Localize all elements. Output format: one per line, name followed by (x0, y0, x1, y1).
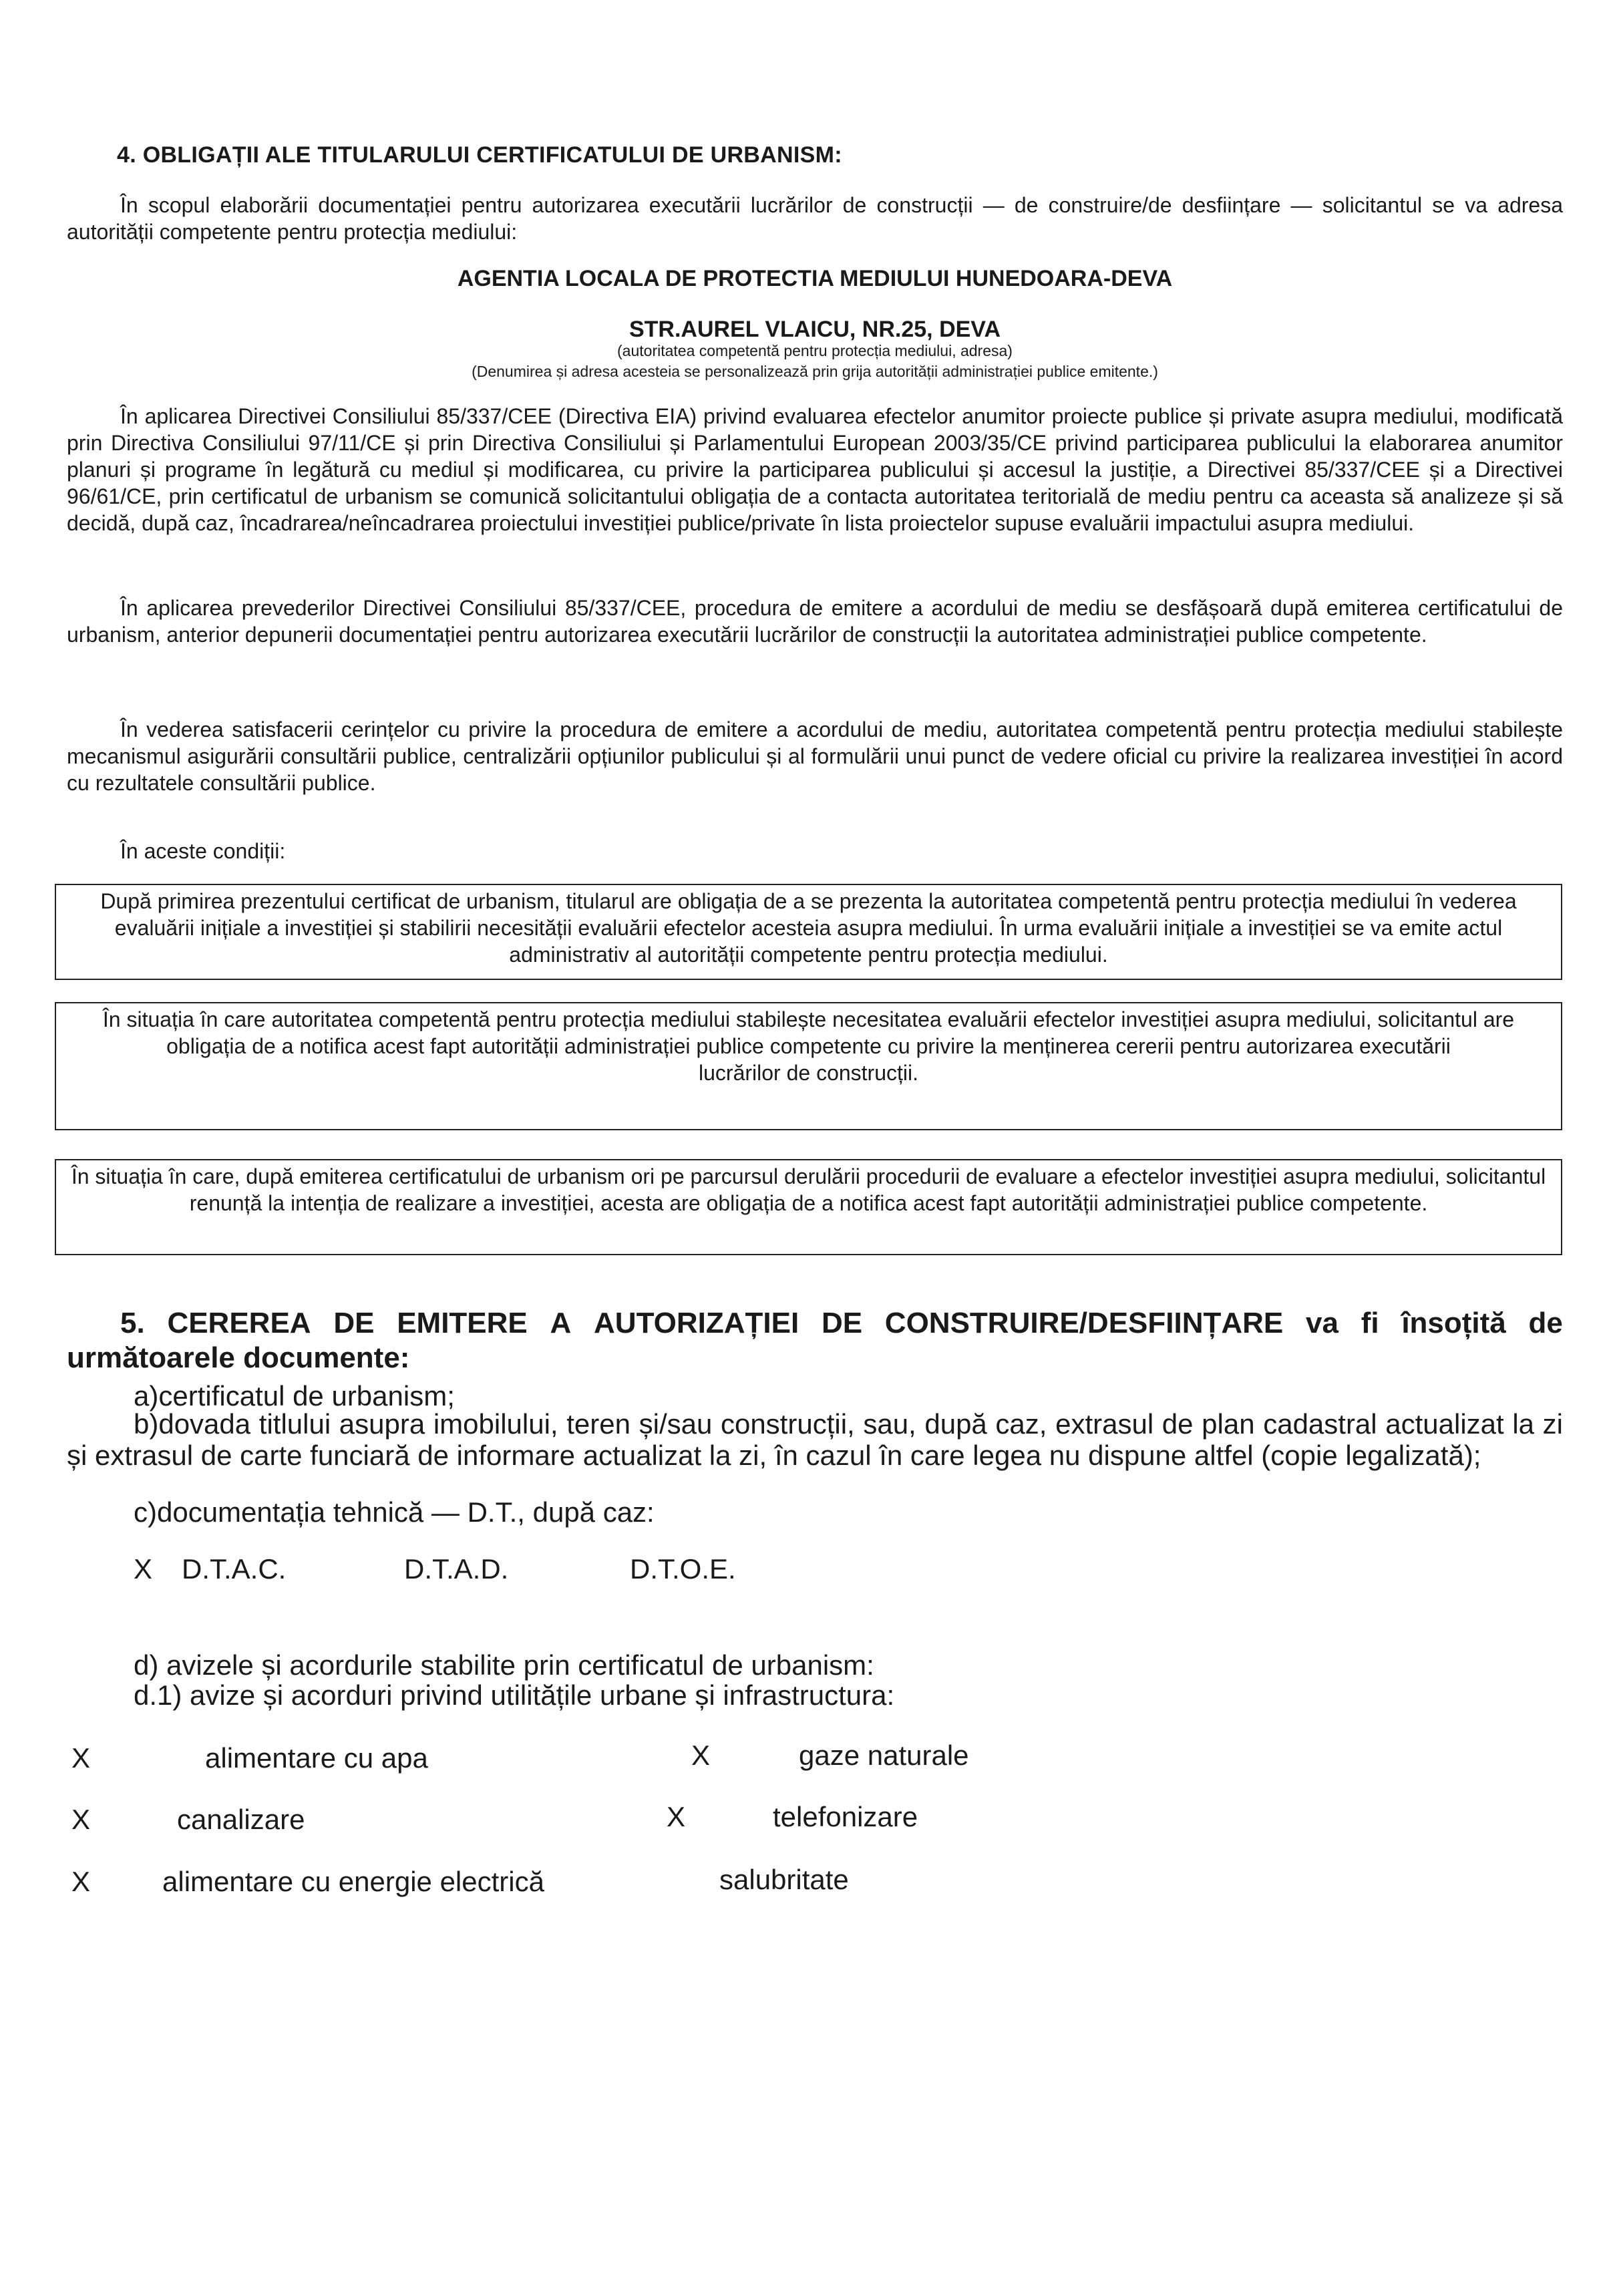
title-word: CONSTRUIRE/DESFIINȚARE (884, 1307, 1284, 1339)
section-4-title: 4. OBLIGAȚII ALE TITULARULUI CERTIFICATULUI DE URBANISM: (117, 142, 842, 168)
title-word: A (550, 1307, 572, 1339)
title-word: de (1528, 1307, 1563, 1339)
dt-mark-dtac: X (134, 1553, 153, 1585)
personalization-note: (Denumirea și adresa acesteia se personalizează prin grija autorității administrației publice emitente.) (472, 363, 1158, 380)
utility-mark-water: X (71, 1742, 91, 1774)
title-word: fi (1361, 1307, 1379, 1339)
agency-address: STR.AUREL VLAICU, NR.25, DEVA (629, 317, 1001, 342)
paragraph-procedure: În aplicarea prevederilor Directivei Consiliului 85/337/CEE, procedura de emitere a acordului de mediu se desfășoară după emiterea certificatului de urbanism, anterior depunerii documentației pentru autorizarea executării lucrărilor de construcții la autoritatea administrației publice competente. (67, 596, 1563, 647)
obligation-box-3-text: În situația în care, după emiterea certificatului de urbanism ori pe parcursul derulării procedurii de evaluare a efectelor investiției asupra mediului, solicitantul renunță la intenția de realizare a investiției, acesta are obligația de a notifica acest fapt autorității administrației publice competente. (71, 1164, 1546, 1215)
utility-mark-telephone: X (667, 1801, 686, 1832)
utility-sanitation: salubritate (719, 1864, 849, 1895)
obligation-box-initial-evaluation (55, 884, 1562, 980)
paragraph-eia-directive: În aplicarea Directivei Consiliului 85/337/CEE (Directiva EIA) privind evaluarea efectelor anumitor proiecte publice și private asupra mediului, modificată prin Directiva Consiliului 97/11/CE și prin Directiva Consiliului și Parlamentului European 2003/35/CE privind participarea publicului la elaborarea anumitor planuri și programe în legătură cu mediul și modificarea, cu privire la participarea publicului și accesul la justiție, a Directivei 85/337/CEE și a Directivei 96/61/CE, prin certificatul de urbanism se comunică solicitantului obligația de a contacta autoritatea teritorială de mediu pentru ca aceasta să analizeze și să decidă, după caz, încadrarea/neîncadrarea proiectului investiției publice/private în lista proiectelor supuse evaluării impactului asupra mediului. (67, 404, 1563, 535)
title-word: AUTORIZAȚIEI (594, 1307, 799, 1339)
obligation-box-2-tail: lucrărilor de construcții. (699, 1061, 918, 1085)
dt-option-dtoe: D.T.O.E. (630, 1553, 736, 1585)
section-5-number: 5. (120, 1307, 145, 1339)
agency-name: AGENTIA LOCALA DE PROTECTIA MEDIULUI HUNEDOARA-DEVA (457, 266, 1173, 291)
section-4-intro: În scopul elaborării documentației pentru autorizarea executării lucrărilor de construcții — de construire/de desființare — solicitantul se va adresa autorității competente pentru protecția mediului: (67, 193, 1563, 244)
requirement-c: c)documentația tehnică — D.T., după caz: (134, 1496, 655, 1528)
obligation-box-1-text: După primirea prezentului certificat de urbanism, titularul are obligația de a se prezenta la autoritatea competentă pentru protecția mediului în vederea evaluării inițiale a investiției și stabilirii necesității evaluării efectelor acesteia asupra mediului. În urma evaluării inițiale a investiției se va emite actul administrativ al autorității competente pentru protecția mediului. (100, 889, 1517, 967)
title-word: va (1306, 1307, 1338, 1339)
section-5-title (67, 1306, 1563, 1375)
title-word: însoțită (1401, 1307, 1506, 1339)
utility-telephone: telefonizare (773, 1801, 918, 1832)
title-word: DE (821, 1307, 863, 1339)
utility-mark-electricity: X (71, 1866, 91, 1897)
utility-mark-gas: X (691, 1740, 711, 1771)
requirement-b: b)dovada titlului asupra imobilului, teren și/sau construcții, sau, după caz, extrasul de plan cadastral actualizat la zi și extrasul de carte funciară de informare actualizat la zi, în cazul în care legea nu dispune altfel (copie legalizată); (67, 1408, 1563, 1471)
title-word: EMITERE (397, 1307, 528, 1339)
paragraph-consultation: În vederea satisfacerii cerințelor cu privire la procedura de emitere a acordului de mediu, autoritatea competentă pentru protecția mediului stabilește mecanismul asigurării consultării publice, centralizării opțiunilor publicului și al formulării unui punct de vedere oficial cu privire la realizarea investiției în acord cu rezultatele consultării publice. (67, 717, 1563, 795)
requirement-d: d) avizele și acordurile stabilite prin certificatul de urbanism: (134, 1649, 874, 1681)
obligation-box-notify-maintain (55, 1002, 1562, 1130)
requirement-a: a)certificatul de urbanism; (134, 1380, 455, 1412)
obligation-box-renounce (55, 1159, 1562, 1255)
dt-option-dtac: D.T.A.C. (182, 1553, 287, 1585)
section-5-title-line1 (67, 1306, 1563, 1341)
utility-electricity: alimentare cu energie electrică (162, 1866, 544, 1897)
dt-option-dtad: D.T.A.D. (404, 1553, 509, 1585)
utility-gas: gaze naturale (799, 1740, 969, 1771)
requirement-d1: d.1) avize și acorduri privind utilitățile urbane și infrastructura: (134, 1679, 895, 1711)
section-5-title-line2: următoarele documente: (67, 1341, 410, 1374)
title-word: DE (333, 1307, 375, 1339)
utility-mark-sewerage: X (71, 1804, 91, 1835)
conditions-label: În aceste condiții: (120, 839, 286, 863)
obligation-box-2-text: În situația în care autoritatea competentă pentru protecția mediului stabilește necesitatea evaluării efectelor investiției asupra mediului, solicitantul are obligația de a notifica acest fapt autorității administrației publice competente cu privire la menținerea cererii pentru autorizarea executării (102, 1007, 1515, 1058)
authority-note: (autoritatea competentă pentru protecția mediului, adresa) (617, 342, 1013, 359)
title-word: CEREREA (167, 1307, 311, 1339)
utility-sewerage: canalizare (177, 1804, 305, 1835)
utility-water: alimentare cu apa (205, 1742, 428, 1774)
